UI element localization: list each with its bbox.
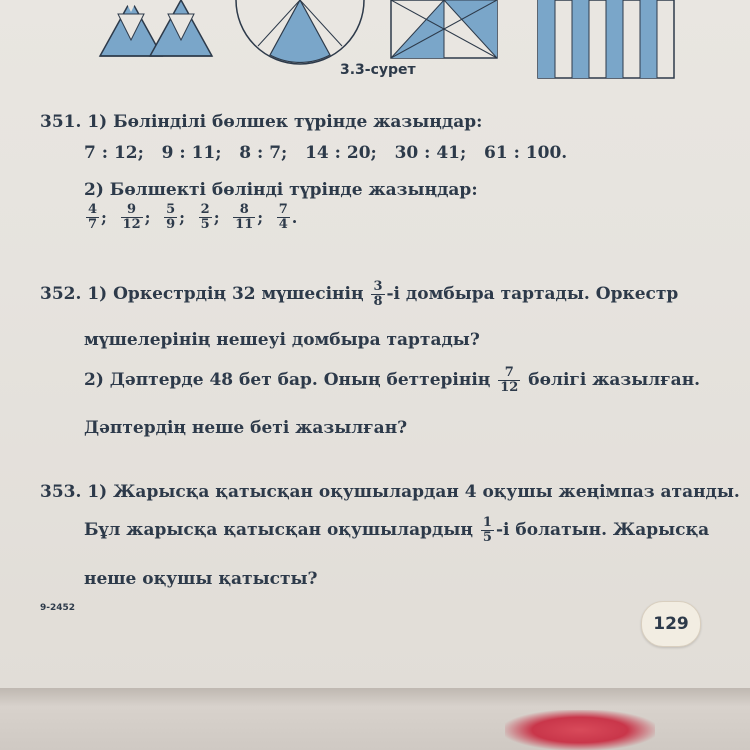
problem-number: 353.: [40, 482, 82, 502]
problem-352-line3: [84, 366, 700, 395]
problem-352-line4: Дәптердің неше беті жазылған?: [84, 418, 408, 438]
page-number-badge: 129: [641, 601, 701, 647]
problem-351-header: [40, 112, 482, 132]
problem-351-ratios: [84, 143, 567, 163]
problem-353-line2: [84, 516, 709, 545]
fraction: $\frac{8}{11}$: [235, 202, 254, 232]
fraction: $\frac{5}{9}$: [166, 202, 176, 232]
problem-text: 1) Жарысқа қатысқан оқушылардан 4 оқушы жеңімпаз атанды.: [87, 482, 740, 502]
figure-stripes: [538, 0, 674, 78]
fraction: $\frac{7}{4}$: [278, 202, 288, 232]
ratio-item: 61 : 100.: [484, 143, 568, 163]
figure-triangles: [100, 0, 212, 56]
problem-text: бөлігі жазылған.: [528, 370, 701, 390]
fraction: $\frac{9}{12}$: [122, 202, 141, 232]
figure-square: [391, 0, 497, 58]
problem-353-line1: [40, 482, 740, 502]
print-code: 9-2452: [40, 603, 76, 613]
fraction: $\frac{2}{5}$: [200, 202, 210, 232]
problem-text: Бұл жарысқа қатысқан оқушылардың: [84, 520, 473, 540]
problem-351-part2-label: 2) Бөлшекті бөлінді түрінде жазыңдар:: [84, 180, 478, 200]
red-object: [505, 710, 655, 750]
background-below-page: [0, 688, 750, 750]
figure-circle: [236, 0, 364, 64]
figure-caption: 3.3-сурет: [340, 62, 416, 78]
problem-353-line3: неше оқушы қатысты?: [84, 569, 318, 589]
ratio-item: 14 : 20;: [305, 143, 377, 163]
fraction: $\frac{1}{5}$: [482, 515, 492, 545]
ratio-item: 8 : 7;: [239, 143, 288, 163]
problem-352-line2: мүшелерінің нешеуі домбыра тартады?: [84, 330, 480, 350]
problem-number: 351.: [40, 112, 82, 132]
problem-text: -і болатын. Жарысқа: [495, 520, 710, 540]
problem-351-fractions: $\frac{4}{7}$ ; $\frac{9}{12}$ ; $\frac{5}{9}$ ; $\frac{2}{5}$ ; $\frac{8}{11}$ ; $\frac{7}{4}$ .: [88, 202, 298, 232]
problem-text: 1) Оркестрдің 32 мүшесінің: [87, 284, 364, 304]
problem-351-part1-label: 1) Бөлінділі бөлшек түрінде жазыңдар:: [87, 112, 483, 132]
problem-number: 352.: [40, 284, 82, 304]
problem-text: -і домбыра тартады. Оркестр: [386, 284, 679, 304]
ratio-item: 30 : 41;: [394, 143, 467, 163]
problem-352-line1: [40, 280, 678, 309]
ratio-item: 9 : 11;: [161, 143, 222, 163]
fraction: $\frac{7}{12}$: [500, 365, 519, 395]
fraction: $\frac{3}{8}$: [373, 279, 383, 309]
ratio-item: 7 : 12;: [84, 143, 144, 163]
fraction: $\frac{4}{7}$: [88, 202, 98, 232]
problem-text: 2) Дәптерде 48 бет бар. Оның беттерінің: [84, 370, 491, 390]
